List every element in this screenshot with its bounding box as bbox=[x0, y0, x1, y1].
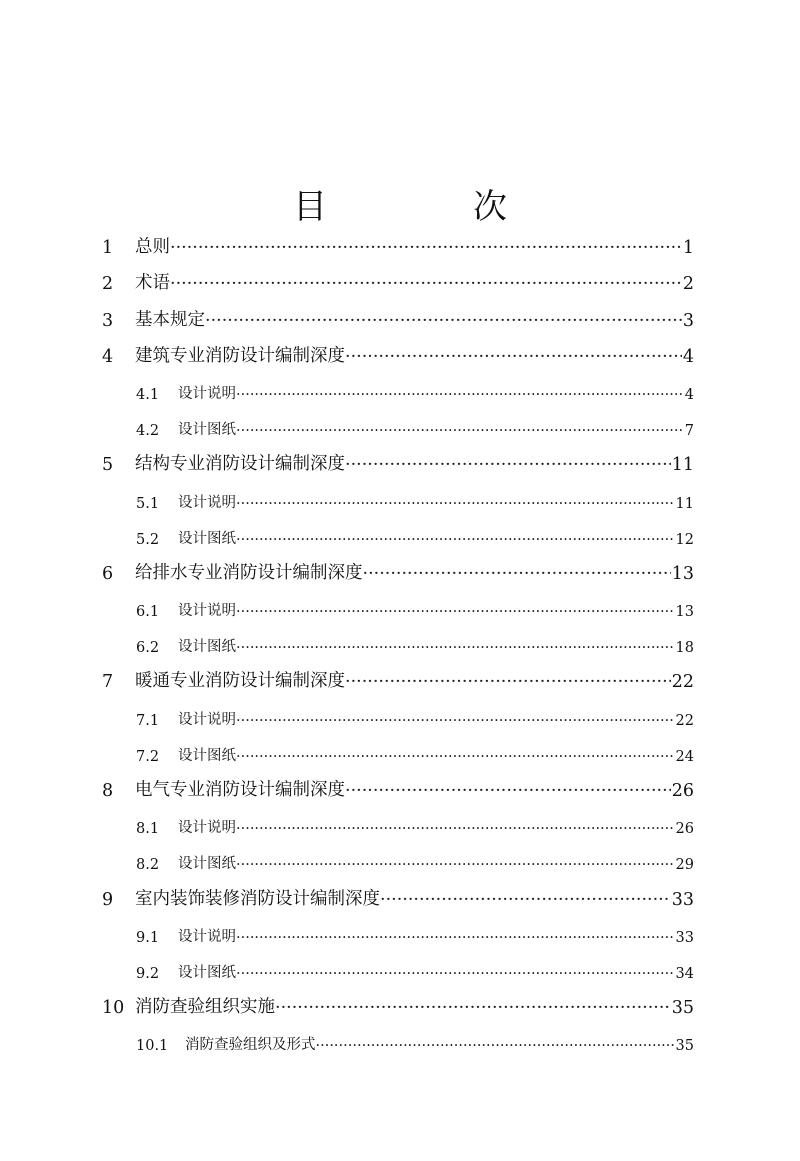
toc-dot-leader bbox=[345, 455, 671, 482]
toc-entry-title: 暖通专业消防设计编制深度 bbox=[135, 671, 345, 692]
toc-entry-title: 设计说明 bbox=[178, 711, 236, 728]
toc-entry-number: 4.2 bbox=[136, 423, 160, 440]
toc-entry-number: 5.1 bbox=[136, 495, 160, 512]
toc-entry-number: 8.1 bbox=[136, 821, 160, 838]
toc-section-entry[interactable] bbox=[102, 519, 694, 555]
toc-page-number: 18 bbox=[675, 640, 694, 657]
toc-section-entry[interactable] bbox=[102, 699, 694, 735]
toc-section-entry[interactable] bbox=[102, 844, 694, 880]
toc-entry-number: 5.2 bbox=[136, 531, 160, 548]
toc-page-number: 33 bbox=[671, 889, 694, 910]
toc-dot-leader bbox=[236, 423, 684, 446]
toc-entry-title: 电气专业消防设计编制深度 bbox=[135, 780, 345, 800]
toc-section-entry[interactable] bbox=[102, 591, 694, 627]
toc-entry-number: 9.2 bbox=[136, 965, 160, 982]
toc-page-number: 13 bbox=[671, 563, 694, 584]
toc-dot-leader bbox=[236, 532, 675, 555]
toc-chapter-entry[interactable] bbox=[102, 338, 694, 374]
toc-dot-leader bbox=[170, 238, 682, 265]
toc-page-number: 26 bbox=[675, 821, 694, 838]
toc-entry-title: 设计图纸 bbox=[178, 856, 236, 873]
toc-entry-number: 4 bbox=[102, 346, 114, 367]
toc-page-number: 29 bbox=[675, 857, 694, 874]
toc-entry-title: 建筑专业消防设计编制深度 bbox=[135, 345, 345, 366]
toc-chapter-entry[interactable] bbox=[102, 301, 694, 337]
toc-entry-title: 给排水专业消防设计编制深度 bbox=[135, 562, 363, 583]
toc-entry-title: 术语 bbox=[135, 273, 170, 294]
toc-page-number: 2 bbox=[682, 274, 694, 295]
toc-chapter-entry[interactable] bbox=[102, 880, 694, 916]
toc-entry-number: 6 bbox=[102, 563, 114, 584]
toc-entry-title: 设计图纸 bbox=[178, 964, 236, 981]
toc-dot-leader bbox=[363, 564, 671, 591]
toc-entry-number: 10.1 bbox=[136, 1038, 169, 1055]
toc-chapter-entry[interactable] bbox=[102, 265, 694, 301]
toc-entry-number: 9.1 bbox=[136, 929, 160, 946]
toc-dot-leader bbox=[236, 387, 684, 410]
toc-entry-number: 6.1 bbox=[136, 604, 160, 621]
toc-chapter-entry[interactable] bbox=[102, 555, 694, 591]
toc-dot-leader bbox=[236, 930, 675, 953]
toc-entry-number: 3 bbox=[102, 310, 114, 331]
toc-section-entry[interactable] bbox=[102, 482, 694, 518]
toc-entry-title: 设计图纸 bbox=[178, 747, 236, 764]
toc-entry-number: 8.2 bbox=[136, 857, 160, 874]
toc-entry-title: 设计说明 bbox=[178, 928, 236, 945]
toc-dot-leader bbox=[380, 890, 671, 917]
toc-page-number: 7 bbox=[684, 423, 694, 440]
toc-entry-number: 7.1 bbox=[136, 712, 160, 729]
page-title: 目 次 bbox=[293, 186, 563, 227]
toc-dot-leader bbox=[236, 713, 675, 736]
toc-entry-title: 基本规定 bbox=[135, 309, 205, 330]
toc-entry-number: 4.1 bbox=[136, 386, 160, 403]
toc-page-number: 22 bbox=[675, 712, 694, 729]
toc-dot-leader bbox=[345, 781, 671, 808]
toc-chapter-entry[interactable] bbox=[102, 772, 694, 808]
toc-entry-title: 设计说明 bbox=[178, 820, 236, 837]
toc-page-number: 34 bbox=[675, 965, 694, 982]
toc-dot-leader bbox=[236, 496, 675, 519]
toc-section-entry[interactable] bbox=[102, 953, 694, 989]
toc-entry-title: 消防查验组织及形式 bbox=[185, 1037, 316, 1054]
toc-page-number: 22 bbox=[671, 672, 694, 693]
toc-entry-number: 9 bbox=[102, 889, 114, 910]
toc-entry-title: 室内装饰装修消防设计编制深度 bbox=[135, 888, 380, 909]
toc-page-number: 4 bbox=[682, 346, 694, 367]
toc-dot-leader bbox=[236, 857, 675, 880]
toc-chapter-entry[interactable] bbox=[102, 989, 694, 1025]
toc-dot-leader bbox=[345, 347, 682, 374]
toc-entry-title: 设计说明 bbox=[178, 603, 236, 620]
toc-section-entry[interactable] bbox=[102, 808, 694, 844]
toc-dot-leader bbox=[170, 274, 682, 301]
toc-entry-title: 设计图纸 bbox=[178, 639, 236, 656]
toc-chapter-entry[interactable] bbox=[102, 663, 694, 699]
toc-section-entry[interactable] bbox=[102, 627, 694, 663]
toc-entry-title: 总则 bbox=[135, 237, 170, 258]
toc-dot-leader bbox=[345, 672, 671, 699]
toc-page-number: 13 bbox=[675, 604, 694, 621]
table-of-contents bbox=[102, 229, 694, 1061]
toc-entry-title: 设计说明 bbox=[178, 494, 236, 511]
toc-dot-leader bbox=[236, 749, 675, 772]
toc-page-number: 11 bbox=[675, 495, 694, 512]
toc-entry-number: 2 bbox=[102, 274, 114, 295]
toc-entry-number: 6.2 bbox=[136, 640, 160, 657]
toc-entry-number: 1 bbox=[102, 238, 114, 259]
toc-page-number: 24 bbox=[675, 748, 694, 765]
toc-entry-number: 7.2 bbox=[136, 748, 160, 765]
toc-page-number: 35 bbox=[671, 998, 694, 1019]
toc-entry-title: 结构专业消防设计编制深度 bbox=[135, 454, 345, 475]
toc-page-number: 26 bbox=[671, 781, 694, 801]
toc-entry-title: 设计图纸 bbox=[178, 422, 236, 439]
toc-section-entry[interactable] bbox=[102, 736, 694, 772]
toc-section-entry[interactable] bbox=[102, 917, 694, 953]
toc-entry-number: 8 bbox=[102, 781, 114, 801]
toc-dot-leader bbox=[236, 966, 675, 989]
toc-page-number: 1 bbox=[682, 238, 694, 259]
toc-page-number: 33 bbox=[675, 929, 694, 946]
toc-entry-title: 设计说明 bbox=[178, 385, 236, 402]
toc-dot-leader bbox=[275, 998, 671, 1025]
toc-entry-number: 10 bbox=[102, 998, 125, 1019]
toc-entry-number: 7 bbox=[102, 672, 114, 693]
toc-dot-leader bbox=[236, 640, 675, 663]
toc-dot-leader bbox=[236, 604, 675, 627]
toc-page-number: 4 bbox=[684, 386, 694, 403]
toc-chapter-entry[interactable] bbox=[102, 446, 694, 482]
toc-dot-leader bbox=[205, 311, 682, 338]
toc-dot-leader bbox=[236, 821, 675, 844]
toc-section-entry[interactable] bbox=[102, 410, 694, 446]
toc-page-number: 3 bbox=[682, 310, 694, 331]
toc-page-number: 11 bbox=[671, 455, 694, 476]
toc-section-entry[interactable] bbox=[102, 374, 694, 410]
toc-dot-leader bbox=[316, 1038, 675, 1061]
toc-chapter-entry[interactable] bbox=[102, 229, 694, 265]
toc-section-entry[interactable] bbox=[102, 1025, 694, 1061]
toc-entry-title: 设计图纸 bbox=[178, 530, 236, 547]
toc-page-number: 35 bbox=[675, 1038, 694, 1055]
toc-entry-title: 消防查验组织实施 bbox=[135, 997, 275, 1018]
toc-page-number: 12 bbox=[675, 531, 694, 548]
toc-entry-number: 5 bbox=[102, 455, 114, 476]
